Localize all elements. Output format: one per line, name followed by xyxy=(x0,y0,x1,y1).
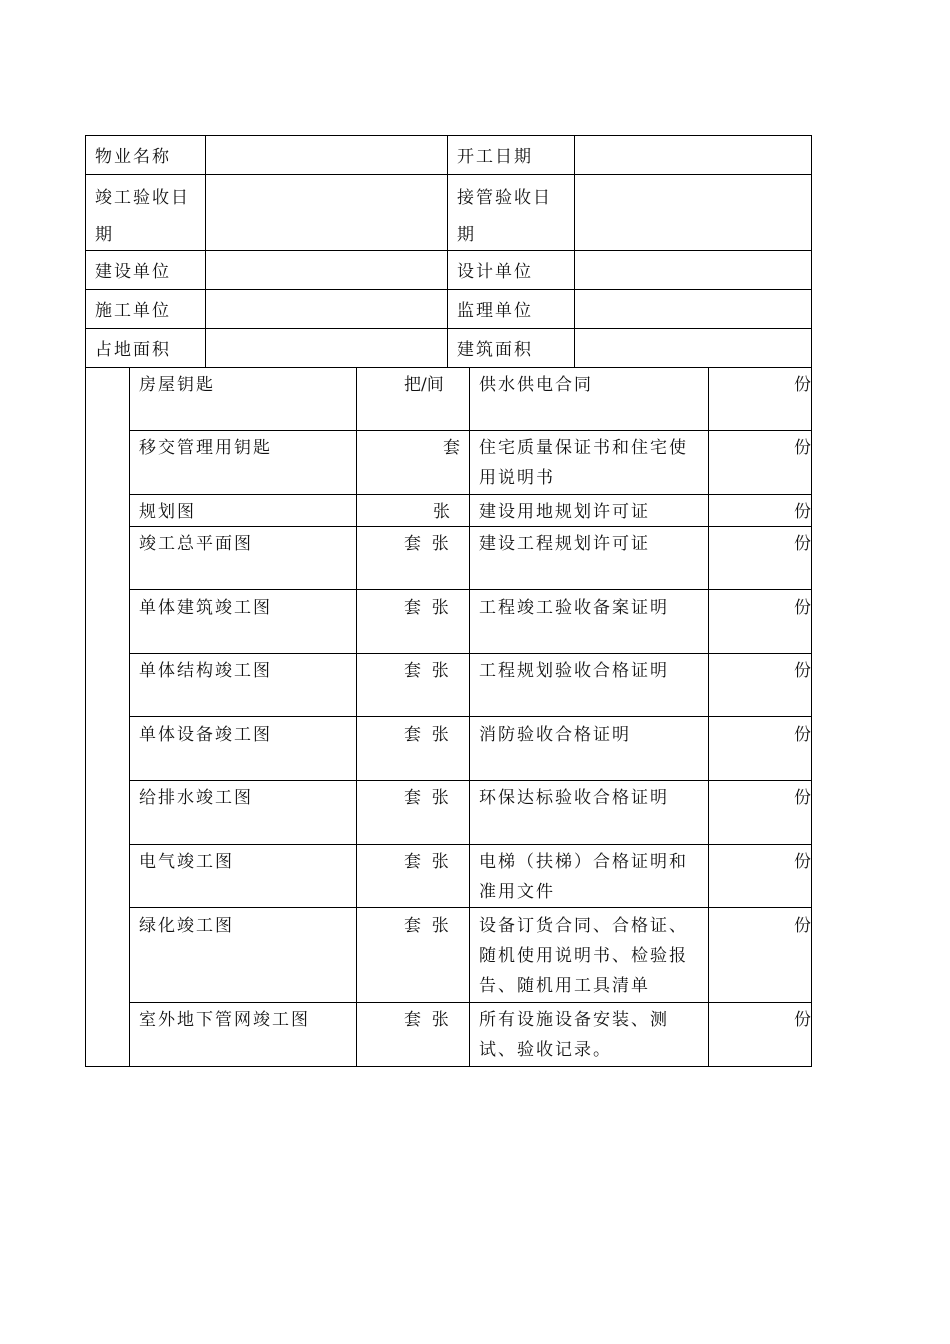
item-unit: 套 张 xyxy=(404,534,449,554)
document-name: 工程竣工验收备案证明 xyxy=(479,598,669,618)
item-name: 规划图 xyxy=(139,502,196,522)
document-unit: 份 xyxy=(794,375,811,395)
document-name: 消防验收合格证明 xyxy=(479,725,631,745)
document-name: 工程规划验收合格证明 xyxy=(479,661,669,681)
document-unit: 份 xyxy=(794,534,811,554)
label-start-date: 开工日期 xyxy=(457,147,533,167)
item-name: 单体建筑竣工图 xyxy=(139,598,272,618)
label-completion-acceptance-date: 竣工验收日期 xyxy=(95,188,190,245)
item-name: 单体设备竣工图 xyxy=(139,725,272,745)
label-supervision-unit: 监理单位 xyxy=(457,301,533,321)
document-name: 供水供电合同 xyxy=(479,375,593,395)
label-contractor: 施工单位 xyxy=(95,301,171,321)
label-land-area: 占地面积 xyxy=(95,340,171,360)
item-unit: 套 xyxy=(443,438,460,458)
item-unit: 把/间 xyxy=(404,375,444,395)
item-name: 绿化竣工图 xyxy=(139,916,234,936)
item-unit: 套 张 xyxy=(404,788,449,808)
document-unit: 份 xyxy=(794,725,811,745)
document-name: 环保达标验收合格证明 xyxy=(479,788,669,808)
item-unit: 套 张 xyxy=(404,661,449,681)
document-name: 建设工程规划许可证 xyxy=(479,534,650,554)
label-property-name: 物业名称 xyxy=(95,147,171,167)
item-name: 室外地下管网竣工图 xyxy=(139,1010,310,1030)
document-name: 电梯（扶梯）合格证明和准用文件 xyxy=(479,852,688,902)
label-takeover-acceptance-date: 接管验收日期 xyxy=(457,188,552,245)
item-unit: 张 xyxy=(433,502,450,522)
document-name: 设备订货合同、合格证、随机使用说明书、检验报告、随机用工具清单 xyxy=(479,916,688,996)
document-unit: 份 xyxy=(794,788,811,808)
item-name: 房屋钥匙 xyxy=(139,375,215,395)
item-unit: 套 张 xyxy=(404,725,449,745)
item-unit: 套 张 xyxy=(404,852,449,872)
document-unit: 份 xyxy=(794,852,811,872)
document-unit: 份 xyxy=(794,502,811,522)
document-unit: 份 xyxy=(794,438,811,458)
item-name: 移交管理用钥匙 xyxy=(139,438,272,458)
item-unit: 套 张 xyxy=(404,598,449,618)
item-unit: 套 张 xyxy=(404,1010,449,1030)
document-unit: 份 xyxy=(794,916,811,936)
item-name: 给排水竣工图 xyxy=(139,788,253,808)
item-name: 电气竣工图 xyxy=(139,852,234,872)
item-name: 竣工总平面图 xyxy=(139,534,253,554)
document-unit: 份 xyxy=(794,661,811,681)
label-design-unit: 设计单位 xyxy=(457,262,533,282)
document-name: 住宅质量保证书和住宅使用说明书 xyxy=(479,438,688,488)
label-construction-owner: 建设单位 xyxy=(95,262,171,282)
label-building-area: 建筑面积 xyxy=(457,340,533,360)
item-unit: 套 张 xyxy=(404,916,449,936)
item-name: 单体结构竣工图 xyxy=(139,661,272,681)
document-unit: 份 xyxy=(794,1010,811,1030)
document-name: 所有设施设备安装、测试、验收记录。 xyxy=(479,1010,669,1060)
document-name: 建设用地规划许可证 xyxy=(479,502,650,522)
document-unit: 份 xyxy=(794,598,811,618)
